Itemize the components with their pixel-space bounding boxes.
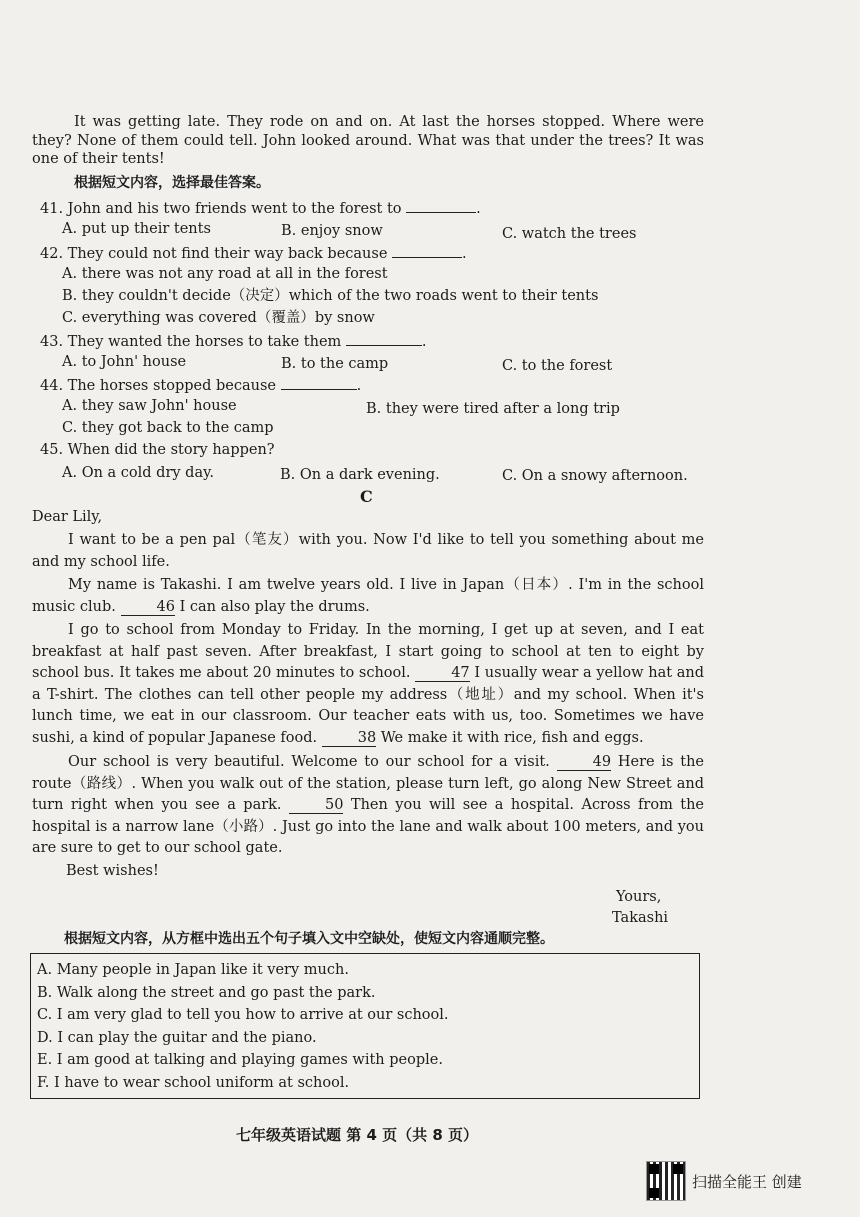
box-option-a: A. Many people in Japan like it very much. bbox=[37, 962, 349, 978]
letter-sign-yours: Yours, bbox=[616, 889, 662, 905]
qr-code-icon bbox=[646, 1161, 686, 1201]
letter-closing: Best wishes! bbox=[66, 863, 159, 879]
box-option-f: F. I have to wear school uniform at school. bbox=[37, 1074, 350, 1091]
question-number: 43. bbox=[40, 334, 64, 350]
option-43-c: C. to the forest bbox=[502, 358, 613, 374]
option-42-c: C. everything was covered（覆盖）by snow bbox=[62, 310, 375, 326]
answer-blank bbox=[346, 331, 422, 346]
box-option-c: C. I am very glad to tell you how to arrive at our school. bbox=[37, 1007, 449, 1024]
letter-paragraph-3: I go to school from Monday to Friday. In the morning, I get up at seven, and I eat breakfast at half past seven. After breakfast, I start going to school at ten to eight by school bus. It takes me about 20 minutes to school. 47 I usually wear a yellow hat and a T-shirt. The clothes can tell other people my address（地址）and my school. When it's lunch time, we eat in our classroom. Our teacher eats with us, too. Sometimes we have sushi, a kind of popular Japanese food. 38 We make it with rice, fish and eggs. bbox=[32, 622, 705, 746]
question-41: 41. John and his two friends went to the forest to . bbox=[40, 198, 481, 218]
box-option-d: D. I can play the guitar and the piano. bbox=[37, 1029, 317, 1046]
option-41-b: B. enjoy snow bbox=[281, 223, 383, 239]
story-end-paragraph: It was getting late. They rode on and on. At last the horses stopped. Where were they? None of them could tell. John looked around. What was that under the trees? It was one of their tents! bbox=[32, 114, 704, 167]
letter-paragraph-2: My name is Takashi. I am twelve years old. I live in Japan（日本）. I'm in the school music club. 46 I can also play the drums. bbox=[32, 577, 704, 615]
question-45 bbox=[40, 441, 275, 459]
question-stem: They could not find their way back because bbox=[67, 246, 388, 262]
section-c-label: C bbox=[360, 487, 373, 506]
option-41-c: C. watch the trees bbox=[502, 226, 637, 242]
option-41-a: A. put up their tents bbox=[62, 221, 211, 237]
options-box bbox=[30, 953, 700, 1099]
option-44-c: C. they got back to the camp bbox=[62, 420, 274, 436]
section-c-instruction: 根据短文内容，从方框中选出五个句子填入文中空缺处，使短文内容通顺完整。 bbox=[64, 931, 554, 947]
option-45-b: B. On a dark evening. bbox=[280, 467, 440, 483]
question-number: 44. bbox=[40, 378, 64, 394]
answer-blank bbox=[392, 243, 462, 258]
option-42-b: B. they couldn't decide（决定）which of the two roads went to their tents bbox=[62, 288, 599, 304]
question-stem: John and his two friends went to the forest to bbox=[67, 201, 402, 217]
answer-blank bbox=[281, 375, 357, 390]
question-42: 42. They could not find their way back because . bbox=[40, 243, 467, 263]
option-45-c: C. On a snowy afternoon. bbox=[502, 468, 688, 484]
question-number: 42. bbox=[40, 246, 64, 262]
gap-49: 49 bbox=[557, 754, 611, 771]
question-stem: The horses stopped because bbox=[67, 378, 276, 394]
box-option-e: E. I am good at talking and playing games with people. bbox=[37, 1052, 443, 1069]
question-stem: When did the story happen? bbox=[67, 442, 275, 458]
letter-sign-name: Takashi bbox=[612, 910, 669, 926]
option-45-a: A. On a cold dry day. bbox=[62, 465, 214, 481]
letter-paragraph-4: Our school is very beautiful. Welcome to our school for a visit. 49 Here is the route（路线）. When you walk out of the station, please turn left, go along New Street and turn right when you see a park. 50 Then you will see a hospital. Across from the hospital is a narrow lane（小路）. Just go into the lane and walk about 100 meters, and you are sure to get to our school gate. bbox=[32, 754, 705, 856]
question-43: 43. They wanted the horses to take them . bbox=[40, 331, 427, 351]
question-number: 45. bbox=[40, 442, 64, 458]
option-44-a: A. they saw John' house bbox=[62, 398, 237, 414]
gap-47: 47 bbox=[415, 665, 469, 682]
question-44: 44. The horses stopped because . bbox=[40, 375, 361, 395]
letter-greeting: Dear Lily, bbox=[32, 509, 103, 525]
gap-46: 46 bbox=[121, 599, 175, 616]
gap-48: 38 bbox=[322, 730, 376, 747]
option-43-a: A. to John' house bbox=[62, 354, 187, 370]
option-42-a: A. there was not any road at all in the forest bbox=[62, 266, 388, 282]
page-footer: 七年级英语试题 第 4 页（共 8 页） bbox=[236, 1126, 478, 1144]
question-stem: They wanted the horses to take them bbox=[67, 334, 342, 350]
box-option-b: B. Walk along the street and go past the park. bbox=[37, 984, 376, 1001]
question-number: 41. bbox=[40, 201, 64, 217]
option-44-b: B. they were tired after a long trip bbox=[366, 401, 620, 417]
letter-paragraph-1: I want to be a pen pal（笔友）with you. Now I'd like to tell you something about me and my school life. bbox=[32, 532, 704, 570]
scanner-watermark: 扫描全能王 创建 bbox=[692, 1173, 802, 1191]
gap-50: 50 bbox=[289, 797, 343, 814]
option-43-b: B. to the camp bbox=[281, 356, 389, 372]
answer-blank bbox=[406, 198, 476, 213]
section-b-instruction: 根据短文内容，选择最佳答案。 bbox=[74, 175, 270, 191]
